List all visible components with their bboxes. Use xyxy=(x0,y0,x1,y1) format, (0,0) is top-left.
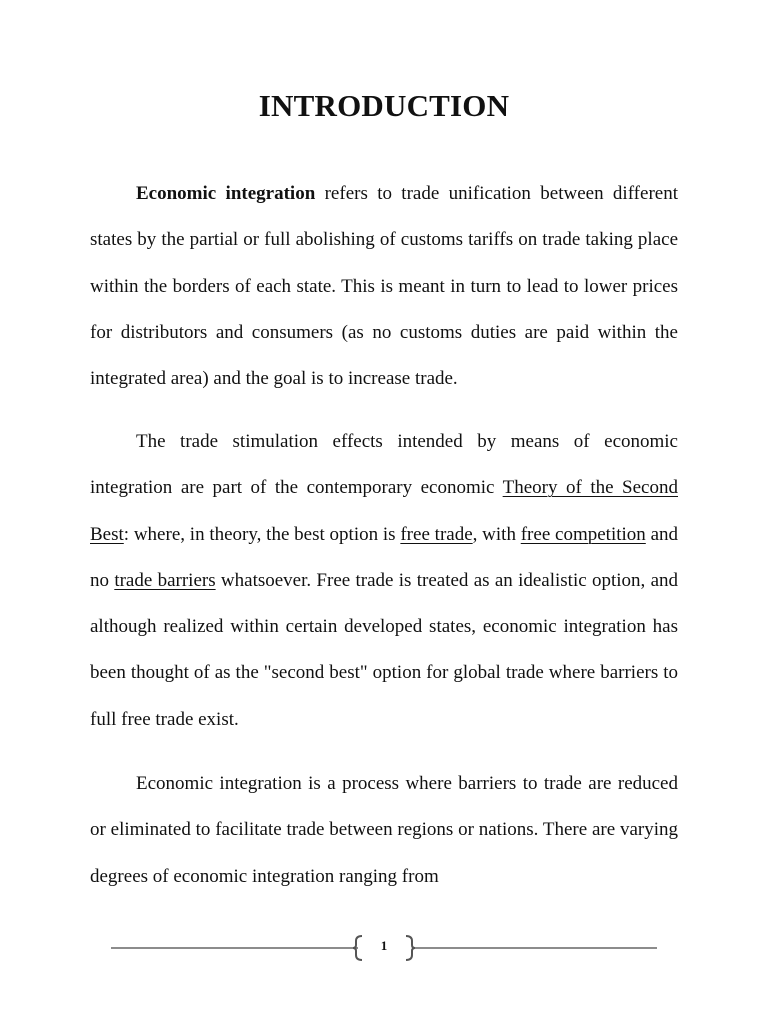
paragraph-text: , with xyxy=(472,523,521,545)
paragraph-1 xyxy=(90,171,678,402)
paragraph-text: Economic integration is a process where barriers to trade are reduced or eliminated to facilitate trade between regions or nations. There are varying degrees of economic integration ranging from xyxy=(90,773,678,887)
paragraph-text: refers to trade unification between different states by the partial or full abolishing of customs tariffs on trade taking place within the borders of each state. This is meant in turn to lead to lower prices for distributors and consumers (as no customs duties are paid within the integrated area) and the goal is to increase trade. xyxy=(90,183,678,390)
link-free-trade[interactable]: free trade xyxy=(400,523,473,545)
bold-term: Economic integration xyxy=(136,183,316,204)
paragraph-text: whatsoever. Free trade is treated as an idealistic option, and although realized within certain developed states, economic integration has been thought of as the "second best" option for global trade where barriers to full free trade exist. xyxy=(90,569,679,730)
paragraph-text: The trade stimulation effects intended by means of economic integration are part of the contemporary economic xyxy=(90,431,678,499)
paragraph-text: : where, in theory, the best option is xyxy=(123,523,401,545)
paragraph-2 xyxy=(90,419,678,743)
page-title: INTRODUCTION xyxy=(258,88,510,123)
page-footer xyxy=(0,930,768,970)
link-free-competition[interactable]: free competition xyxy=(520,523,646,545)
link-theory-second-best[interactable]: Theory of the Second Best xyxy=(90,477,678,545)
paragraph-text: and no xyxy=(90,523,679,591)
page-number: 1 xyxy=(380,938,388,953)
link-trade-barriers[interactable]: trade barriers xyxy=(114,569,216,591)
paragraph-3 xyxy=(90,761,678,900)
